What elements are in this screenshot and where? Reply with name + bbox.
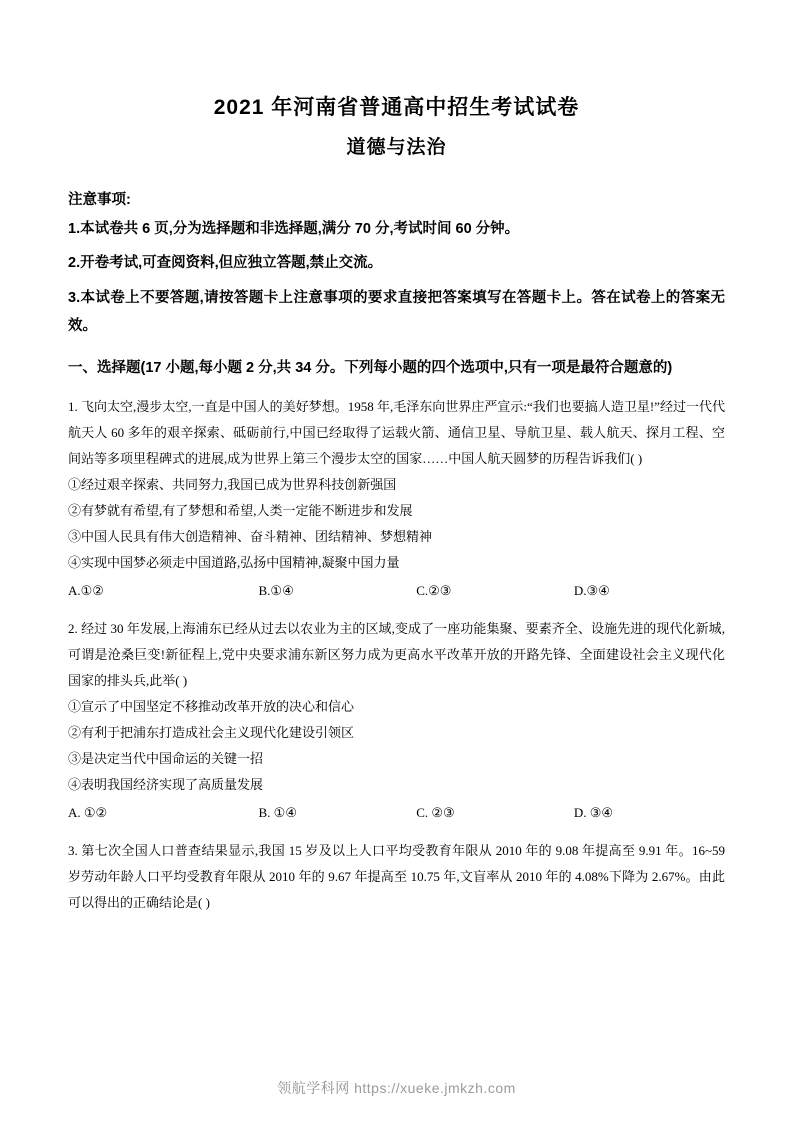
- question-3-stem: 3. 第七次全国人口普查结果显示,我国 15 岁及以上人口平均受教育年限从 2010 年的 9.08 年提高至 9.91 年。16~59 岁劳动年龄人口平均受教育年限从 2010 年的 9.67 年提高至 10.75 年,文盲率从 2010 年的 4.08%下降为 2.67%。由此可以得出的正确结论是( ): [68, 843, 725, 911]
- page-title: 2021 年河南省普通高中招生考试试卷: [213, 96, 580, 119]
- watermark-site-name: 领航学科网: [277, 1080, 350, 1096]
- question-1-choice-d[interactable]: D.③④: [573, 583, 610, 599]
- question-1-option-4: ④实现中国梦必须走中国道路,弘扬中国精神,凝聚中国力量: [68, 555, 400, 571]
- question-1-option-1: ①经过艰辛探索、共同努力,我国已成为世界科技创新强国: [68, 477, 397, 493]
- question-1-choices: [68, 578, 725, 604]
- question-2-choice-d[interactable]: D. ③④: [573, 805, 614, 821]
- notice-item-2: 2.开卷考试,可查阅资料,但应独立答题,禁止交流。: [68, 255, 383, 272]
- question-1-option-3: ③中国人民具有伟大创造精神、奋斗精神、团结精神、梦想精神: [68, 529, 433, 545]
- question-2-choices: [68, 800, 725, 826]
- notice-heading: 注意事项:: [68, 192, 131, 208]
- question-2-option-3: ③是决定当代中国命运的关键一招: [68, 751, 264, 767]
- question-2-choice-c[interactable]: C. ②③: [416, 805, 455, 821]
- question-1-choice-c[interactable]: C.②③: [416, 583, 452, 599]
- page-subtitle: 道德与法治: [346, 136, 447, 158]
- question-2: [68, 616, 725, 826]
- question-2-choice-a[interactable]: A. ①②: [68, 805, 108, 821]
- section-heading-multiple-choice: 一、选择题(17 小题,每小题 2 分,共 34 分。下列每小题的四个选项中,只有一项是最符合题意的): [68, 360, 673, 377]
- question-2-choice-b[interactable]: B. ①④: [258, 805, 297, 821]
- question-1-stem: 1. 飞向太空,漫步太空,一直是中国人的美好梦想。1958 年,毛泽东向世界庄严宣示:“我们也要搞人造卫星!”经过一代代航天人 60 多年的艰辛探索、砥砺前行,中国已经取得了运载火箭、通信卫星、导航卫星、载人航天、探月工程、空间站等多项里程碑式的进展,成为世界上第三个漫步太空的国家……中国人航天圆梦的历程告诉我们( ): [68, 399, 725, 467]
- watermark-url: https://xueke.jmkzh.com: [354, 1080, 516, 1096]
- watermark: [0, 1078, 793, 1098]
- question-2-option-4: ④表明我国经济实现了高质量发展: [68, 777, 264, 793]
- question-2-stem: 2. 经过 30 年发展,上海浦东已经从过去以农业为主的区域,变成了一座功能集聚、要素齐全、设施先进的现代化新城,可谓是沧桑巨变!新征程上,党中央要求浦东新区努力成为更高水平改革开放的开路先锋、全面建设社会主义现代化国家的排头兵,此举( ): [68, 621, 725, 689]
- question-1-choice-a[interactable]: A.①②: [68, 583, 104, 599]
- notice-item-3: 3.本试卷上不要答题,请按答题卡上注意事项的要求直接把答案填写在答题卡上。答在试卷上的答案无效。: [68, 289, 725, 334]
- question-3: [68, 838, 725, 916]
- question-2-option-1: ①宣示了中国坚定不移推动改革开放的决心和信心: [68, 699, 355, 715]
- question-1-option-2: ②有梦就有希望,有了梦想和希望,人类一定能不断进步和发展: [68, 503, 413, 519]
- question-1: [68, 394, 725, 604]
- notice-item-1: 1.本试卷共 6 页,分为选择题和非选择题,满分 70 分,考试时间 60 分钟。: [68, 221, 520, 237]
- question-2-option-2: ②有利于把浦东打造成社会主义现代化建设引领区: [68, 725, 355, 741]
- question-1-choice-b[interactable]: B.①④: [258, 583, 294, 599]
